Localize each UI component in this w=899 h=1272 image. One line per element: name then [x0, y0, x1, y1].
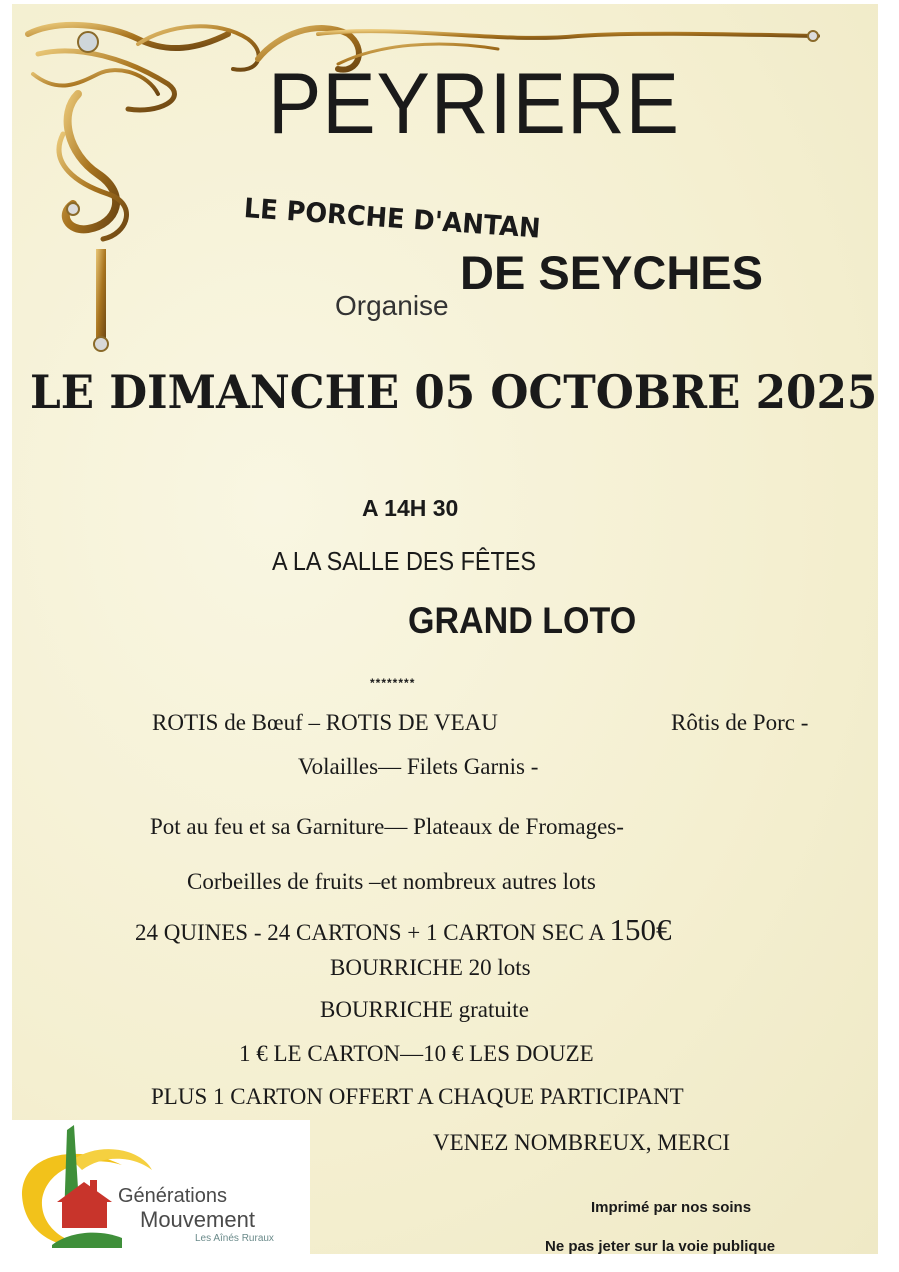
no-litter-notice: Ne pas jeter sur la voie publique	[545, 1238, 776, 1255]
card-prices: 1 € LE CARTON—10 € LES DOUZE	[239, 1041, 594, 1066]
quines-line	[135, 912, 672, 948]
printed-notice: Imprimé par nos soins	[591, 1199, 752, 1216]
event-venue: A LA SALLE DES FÊTES	[272, 546, 537, 576]
bourriche-free: BOURRICHE gratuite	[320, 997, 529, 1022]
prize-line-1a: ROTIS de Bœuf – ROTIS DE VEAU	[152, 710, 498, 735]
organise-label: Organise	[335, 290, 449, 321]
prize-line-4: Corbeilles de fruits –et nombreux autres lots	[187, 869, 596, 894]
free-card-offer: PLUS 1 CARTON OFFERT A CHAQUE PARTICIPANT	[151, 1084, 684, 1109]
event-time: A 14H 30	[362, 495, 459, 521]
event-name: GRAND LOTO	[408, 600, 637, 641]
club-place: DE SEYCHES	[460, 246, 763, 299]
prize-line-2: Volailles— Filets Garnis -	[298, 754, 539, 779]
logo-text-subtitle: Les Aînés Ruraux	[195, 1233, 274, 1244]
quines-amount: 150€	[609, 912, 672, 947]
prize-line-1b: Rôtis de Porc -	[671, 710, 809, 735]
logo-text-mouvement: Mouvement	[140, 1207, 255, 1232]
quines-text: 24 QUINES - 24 CARTONS + 1 CARTON SEC A	[135, 920, 610, 945]
bourriche-lots: BOURRICHE 20 lots	[330, 955, 531, 980]
prize-line-3: Pot au feu et sa Garniture— Plateaux de Fromages-	[150, 814, 624, 839]
club-name: LE PORCHE D'ANTAN	[242, 193, 542, 245]
logo-text-generations: Générations	[118, 1185, 227, 1207]
closing-message: VENEZ NOMBREUX, MERCI	[433, 1130, 731, 1155]
poster-title: PEYRIERE	[268, 56, 680, 152]
event-date: LE DIMANCHE 05 OCTOBRE 2025	[30, 365, 878, 419]
separator-stars: ********	[370, 676, 416, 690]
